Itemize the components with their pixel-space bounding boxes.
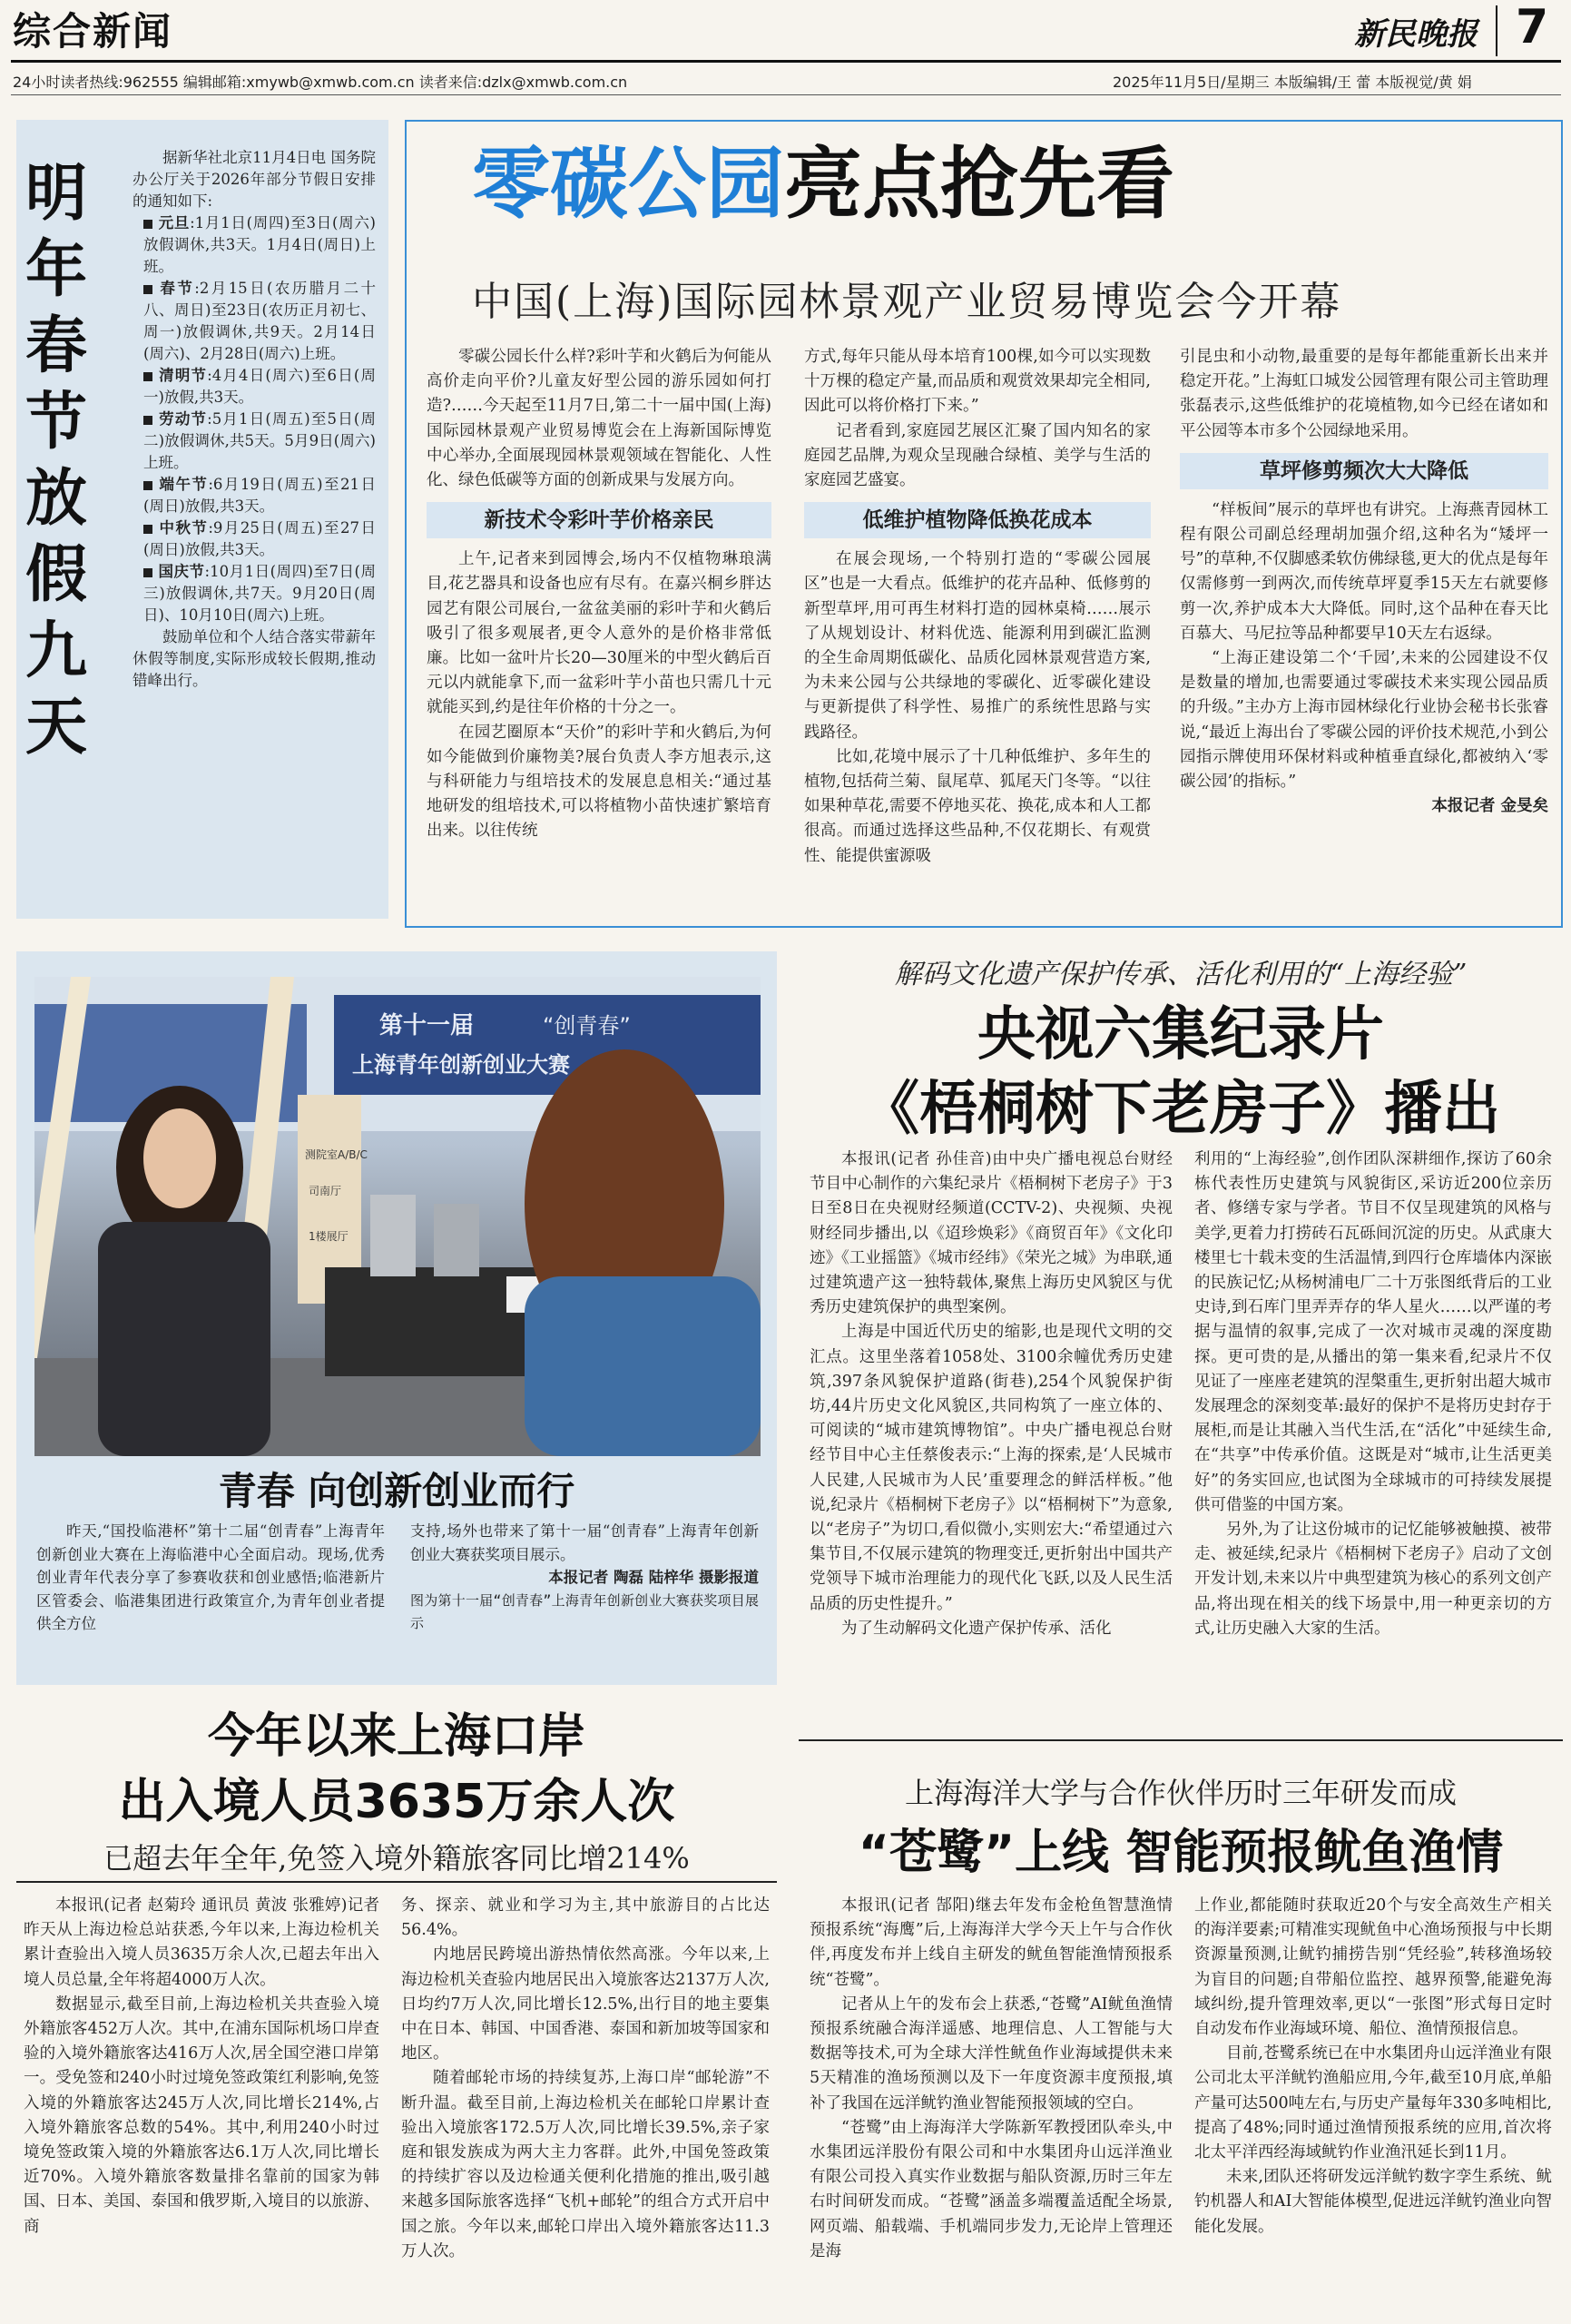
holiday-dates: :1月1日(周四)至3日(周六)放假调休,共3天。1月4日(周日)上班。 [143,214,376,275]
photo-illustration [34,977,761,1456]
zero-carbon-col2 [804,345,1151,917]
holiday-dates: :10月1日(周四)至7日(周三)放假调休,共7天。9月20日(周日)、10月10日(周六)上班。 [143,563,376,624]
holiday-name: 劳动节 [158,410,208,428]
byline: 本报记者 金旻矣 [1431,797,1548,816]
zero-carbon-headline [472,134,1543,234]
bullet-icon [143,372,152,381]
holiday-item [143,365,376,409]
holiday-item [143,278,376,365]
holiday-dates: :9月25日(周五)至27日(周日)放假,共3天。 [143,519,376,558]
holiday-name: 国庆节 [158,563,205,580]
squid-title: “苍鹭”上线 智能预报鱿鱼渔情 [858,1826,1504,1880]
zero-carbon-col3 [1180,345,1548,917]
paragraph: “苍鹭”由上海海洋大学陈新军教授团队牵头,中水集团远洋股份有限公司和中水集团舟山远洋渔业有限公司投入真实作业数据与船队资源,历时三年左右时间研发而成。“苍鹭”涵盖多端覆盖适配全场景,网页端、船载端、手机端同步发力,无论岸上管理还是海 [810,2118,1173,2260]
bullet-icon [143,220,152,229]
documentary-title-line1: 央视六集纪录片 [977,1000,1384,1068]
paragraph: 目前,苍鹭系统已在中水集团舟山远洋渔业有限公司北太平洋鱿钓渔船应用,今年,截至10月底,单船产量可达500吨左右,与历史产量每年330多吨相比,提高了48%;同时通过渔情预报系统的应用,首次将北太平洋西经海域鱿钓作业渔汛延长到11月。 [1194,2044,1552,2162]
photo-headline: 青春 向创新创业而行 [218,1469,575,1513]
photo-note: 图为第十一届“创青春”上海青年创新创业大赛获奖项目展示 [410,1591,759,1631]
holiday-dates: :6月19日(周五)至21日(周日)放假,共3天。 [143,476,376,515]
title-char: 假 [25,539,87,611]
zero-carbon-subtitle: 中国(上海)国际园林景观产业贸易博览会今开幕 [472,279,1342,325]
documentary-col1 [810,1147,1173,1728]
person-right-body [525,1276,761,1456]
documentary-kicker: 解码文化遗产保护传承、活化利用的“上海经验” [894,959,1468,990]
port-col1 [24,1894,379,2315]
bullet-icon [143,525,152,534]
documentary-title-line2: 《梧桐树下老房子》播出 [861,1075,1500,1143]
holiday-item [143,517,376,561]
port-rule [16,1881,777,1883]
paragraph: 记者从上午的发布会上获悉,“苍鹭”AI鱿鱼渔情预报系统融合海洋遥感、地理信息、人工智能与大数据等技术,可为全球大洋性鱿鱼作业海域提供未来5天精准的渔场预测以及下一年度资源丰度预报,填补了我国在远洋鱿钓渔业智能预报领域的空白。 [810,1994,1173,2112]
paragraph: 本报讯(记者 孙佳音)由中央广播电视总台财经节目中心制作的六集纪录片《梧桐树下老房子》于3日至8日在央视财经频道(CCTV-2)、央视频、央视财经同步播出,以《迢珍焕彩》《商贸百年》《文化印迹》《工业摇篮》《城市经纬》《荣光之城》为串联,通过建筑遗产这一独特载体,聚焦上海历史风貌区与优秀历史建筑保护的典型案例。 [810,1150,1173,1317]
bullet-icon [143,285,152,294]
headline-blue: 零碳公园 [472,139,784,230]
event-photo [34,977,761,1456]
holiday-name: 春节 [158,280,195,297]
port-subtitle: 已超去年全年,免签入境外籍旅客同比增214% [103,1841,690,1876]
banner-text: “创青春” [543,1013,631,1039]
photo-credit: 本报记者 陶磊 陆梓华 摄影报道 [548,1569,759,1586]
holiday-name: 端午节 [158,476,209,493]
page-number: 7 [1516,0,1549,54]
title-char: 明 [25,158,87,230]
paragraph: 比如,花境中展示了十几种低维护、多年生的植物,包括荷兰菊、鼠尾草、狐尾天门冬等。“以往如果种草花,需要不停地买花、换花,成本和人工都很高。而通过选择这些品种,不仅花期长、有观赏性、能提供蜜源吸 [804,747,1151,865]
paragraph: 本报讯(记者 郜阳)继去年发布金枪鱼智慧渔情预报系统“海鹰”后,上海海洋大学今天上午与合作伙伴,再度发布并上线自主研发的鱿鱼智能渔情预报系统“苍鹭”。 [810,1896,1173,1989]
holiday-name: 清明节 [158,367,208,384]
title-char: 节 [25,387,87,458]
holiday-dates: :4月4日(周六)至6日(周一)放假,共3天。 [143,367,376,406]
header-divider [1496,5,1497,56]
holiday-item [143,561,376,626]
sign-text: 司南厅 [309,1185,342,1197]
paragraph: “样板间”展示的草坪也有讲究。上海燕青园林工程有限公司副总经理胡加强介绍,这种名为“矮坪一号”的草种,不仅脚感柔软仿佛绿毯,更大的优点是每年仅需修剪一到两次,而传统草坪夏季15天左右就要修剪一次,养护成本大大降低。同时,这个品种在春天比百慕大、马尼拉等品种都要早10天左右返绿。 [1180,500,1548,643]
paragraph: 方式,每年只能从母本培育100棵,如今可以实现数十万棵的稳定产量,而品质和观赏效果却完全相同,因此可以将价格打下来。” [804,348,1151,416]
photo-caption-col2 [410,1520,759,1674]
holiday-vertical-title [24,156,89,766]
paragraph: 数据显示,截至目前,上海边检机关共查验入境外籍旅客452万人次。其中,在浦东国际机场口岸查验的入境外籍旅客达416万人次,居全国空港口岸第一。受免签和240小时过境免签政策红利影响,免签入境的外籍旅客达245万人次,同比增长214%,占入境外籍旅客总数的54%。其中,利用240小时过境免签政策入境的外籍旅客达6.1万人次,同比增长近70%。入境外籍旅客数量排名靠前的国家为韩国、日本、美国、泰国和俄罗斯,入境目的以旅游、商 [24,1994,379,2236]
port-title-line2: 出入境人员3635万余人次 [118,1775,675,1829]
subhead: 草坪修剪频次大大降低 [1180,453,1548,489]
paragraph: 零碳公园长什么样?彩叶芋和火鹤后为何能从高价走向平价?儿童友好型公园的游乐园如何打造?……今天起至11月7日,第二十一届中国(上海)国际园林景观产业贸易博览会在上海新国际博览中心举办,全面展现园林景观领域在智能化、人性化、绿色低碳等方面的创新成果与发展方向。 [427,348,771,490]
paper-name: 新民晚报 [1354,16,1478,53]
title-char: 年 [25,234,87,306]
photo-caption-col1 [36,1520,385,1674]
paragraph: 上作业,都能随时获取近20个与安全高效生产相关的海洋要素;可精准实现鱿鱼中心渔场预报与中长期资源量预测,让鱿钓捕捞告别“凭经验”,转移渔场较为盲目的问题;自带船位监控、越界预警,能避免海域纠纷,提升管理效率,更以“一张图”形式每日定时自动发布作业海域环境、船位、渔情预报信息。 [1194,1896,1552,2039]
holiday-text [133,147,376,692]
banner-text: 第十一届 [379,1012,475,1039]
port-title-line1: 今年以来上海口岸 [207,1709,585,1764]
sign-text: 测院室A/B/C [305,1148,368,1161]
bullet-icon [143,481,152,490]
zero-carbon-col1 [427,345,771,917]
photo-story [16,951,777,1685]
section-title: 综合新闻 [13,9,173,54]
paragraph: 在园艺圈原本“天价”的彩叶芋和火鹤后,为何如今能做到价廉物美?展台负责人李方旭表示,这与科研能力与组培技术的发展息息相关:“通过基地研发的组培技术,可以将植物小苗快速扩繁培育出来。以往传统 [427,723,771,841]
paragraph: “上海正建设第二个‘千园’,未来的公园建设不仅是数量的增加,也需要通过零碳技术来实现公园品质的升级。”主办方上海市园林绿化行业协会秘书长张睿说,“最近上海出台了零碳公园的评价技术规范,小到公园指示牌使用环保材料或种植垂直绿化,都被纳入‘零碳公园’的指标。” [1180,649,1548,792]
robot-hand [370,1195,416,1276]
caption-text: 支持,场外也带来了第十一届“创青春”上海青年创新创业大赛获奖项目展示。 [410,1522,759,1563]
paragraph: 随着邮轮市场的持续复苏,上海口岸“邮轮游”不断升温。截至目前,上海边检机关在邮轮口岸累计查验出入境旅客172.5万人次,同比增长39.5%,亲子家庭和银发族成为两大主力客群。此外,中国免签政策的持续扩容以及边检通关便利化措施的推出,吸引越来越多国际旅客选择“飞机+邮轮”的组合方式开启中国之旅。今年以来,邮轮口岸出入境外籍旅客达11.3万人次。 [401,2069,770,2260]
holiday-name: 中秋节 [158,519,209,537]
title-char: 九 [25,615,87,687]
bullet-icon [143,416,152,425]
title-char: 春 [25,310,87,382]
reader-hotline: 24小时读者热线:962555 编辑邮箱:xmywb@xmwb.com.cn 读者来信:dzlx@xmwb.com.cn [13,74,628,91]
subhead: 新技术令彩叶芋价格亲民 [427,502,771,538]
holiday-item [143,474,376,517]
subhead: 低维护植物降低换花成本 [804,502,1151,538]
holiday-item [143,409,376,474]
paragraph: 内地居民跨境出游热情依然高涨。今年以来,上海边检机关查验内地居民出入境旅客达2137万人次,日均约7万人次,同比增长12.5%,出行目的地主要集中在日本、韩国、中国香港、泰国和新加坡等国家和地区。 [401,1945,770,2063]
banner-text: 上海青年创新创业大赛 [352,1052,570,1078]
holiday-item [143,212,376,278]
holiday-article [16,120,388,919]
paragraph: 为了生动解码文化遗产保护传承、活化 [841,1619,1112,1638]
squid-kicker: 上海海洋大学与合作伙伴历时三年研发而成 [904,1776,1457,1810]
caption-text: 昨天,“国投临港杯”第十二届“创青春”上海青年创新创业大赛在上海临港中心全面启动。现场,优秀创业青年代表分享了参赛收获和创业感悟;临港新片区管委会、临港集团进行政策宣介,为青年创业者提供全方位 [36,1522,385,1632]
holiday-lead: 据新华社北京11月4日电 国务院办公厅关于2026年部分节假日安排的通知如下: [133,149,376,210]
holiday-dates: :2月15日(农历腊月二十八、周日)至23日(农历正月初七、周一)放假调休,共9天。2月14日(周六)、2月28日(周六)上班。 [143,280,377,362]
event-banner [334,995,761,1095]
paragraph: 本报讯(记者 赵菊玲 通讯员 黄波 张雅婷)记者昨天从上海边检总站获悉,今年以来,上海边检机关累计查验出入境人员3635万余人次,已超去年出入境人员总量,全年将超4000万人次。 [24,1896,379,1989]
sign-text: 1楼展厅 [309,1230,349,1243]
holiday-name: 元旦 [158,214,191,231]
header-rule [11,60,1561,63]
paragraph: 上午,记者来到园博会,场内不仅植物琳琅满目,花艺器具和设备也应有尽有。在嘉兴桐乡胖达园艺有限公司展台,一盆盆美丽的彩叶芋和火鹤后吸引了很多观展者,更令人意外的是价格非常低廉。比如一盆叶片长20—30厘米的中型火鹤后百元以内就能拿下,而一盆彩叶芋小苗也只需几十元就能买到,约是往年价格的十分之一。 [427,550,771,717]
holiday-dates: :5月1日(周五)至5日(周二)放假调休,共5天。5月9日(周六)上班。 [143,410,376,471]
paragraph: 未来,团队还将研发远洋鱿钓数字孪生系统、鱿钓机器人和AI大智能体模型,促进远洋鱿钓渔业向智能化发展。 [1194,2168,1552,2236]
headline-black: 亮点抢先看 [784,139,1174,230]
bullet-icon [143,568,152,577]
paragraph: 另外,为了让这份城市的记忆能够被触摸、被带走、被延续,纪录片《梧桐树下老房子》启动了文创开发计划,未来以片中典型建筑为核心的系列文创产品,将出现在相关的线下场景中,用一种更亲切的方式,让历史融入大家的生活。 [1194,1521,1552,1638]
squid-col1 [810,1894,1173,2315]
dateline: 2025年11月5日/星期三 本版编辑/王 蕾 本版视觉/黄 娟 [1113,74,1472,91]
title-char: 放 [25,463,87,535]
divider [799,1739,1563,1741]
paragraph: 在展会现场,一个特别打造的“零碳公园展区”也是一大看点。低维护的花卉品种、低修剪的新型草坪,用可再生材料打造的园林桌椅……展示了从规划设计、材料优选、能源利用到碳汇监测的全生命周期低碳化、品质化园林景观营造方案,为未来公园与公共绿地的零碳化、近零碳化建设与更新提供了科学性、易推广的系统性思路与实践路径。 [804,550,1151,742]
documentary-col2 [1194,1147,1552,1728]
header-thin-rule [11,94,1561,95]
paragraph: 记者看到,家庭园艺展区汇聚了国内知名的家庭园艺品牌,为观众呈现融合绿植、美学与生活的家庭园艺盛宴。 [804,421,1151,490]
title-char: 天 [25,692,87,763]
paragraph: 上海是中国近代历史的缩影,也是现代文明的交汇点。这里坐落着1058处、3100余幢优秀历史建筑,397条风貌保护道路(街巷),254个风貌保护街坊,44片历史文化风貌区,共同构筑了一座立体的、可阅读的“城市建筑博物馆”。中央广播电视总台财经节目中心主任蔡俊表示:“上海的探索,是‘人民城市人民建,人民城市为人民’重要理念的鲜活样板。”他说,纪录片《梧桐树下老房子》以“梧桐树下”为意象,以“老房子”为切口,看似微小,实则宏大:“希望通过六集节目,不仅展示建筑的物理变迁,更折射出中国共产党领导下城市治理能力的现代化飞跃,以及人民生活品质的历史性提升。” [810,1323,1173,1613]
squid-col2 [1194,1894,1552,2315]
paragraph: 务、探亲、就业和学习为主,其中旅游目的占比达56.4%。 [401,1896,770,1940]
paragraph: 利用的“上海经验”,创作团队深耕细作,探访了60余栋代表性历史建筑与风貌街区,采访近200位亲历者、修缮专家与学者。节目不仅呈现建筑的风格与美学,更着力打捞砖石瓦砾间沉淀的历史。从武康大楼里七十载未变的生活温情,到四行仓库墙体内深嵌的民族记忆;从杨树浦电厂二十万张图纸背后的工业史诗,到石库门里弄弄存的华人星火……以严谨的考据与温情的叙事,完成了一次对城市灵魂的深度勘探。更可贵的是,从播出的第一集来看,纪录片不仅见证了一座座老建筑的涅槃重生,更折射出超大城市发展理念的深刻变革:最好的保护不是将历史封存于展柜,而是让其融入当代生活,在“活化”中延续生命,在“共享”中传承价值。这既是对“城市,让生活更美好”的务实回应,也试图为全球城市的可持续发展提供可借鉴的中国方案。 [1194,1150,1552,1514]
paragraph: 引昆虫和小动物,最重要的是每年都能重新长出来并稳定开花。”上海虹口城发公园管理有限公司主管助理张磊表示,这些低维护的花境植物,如今已经在诸如和平公园等本市多个公园绿地采用。 [1180,348,1548,440]
port-col2 [401,1894,770,2315]
person-left-body [98,1222,270,1456]
holiday-closing: 鼓励单位和个人结合落实带薪年休假等制度,实际形成较长假期,推动错峰出行。 [133,628,376,689]
